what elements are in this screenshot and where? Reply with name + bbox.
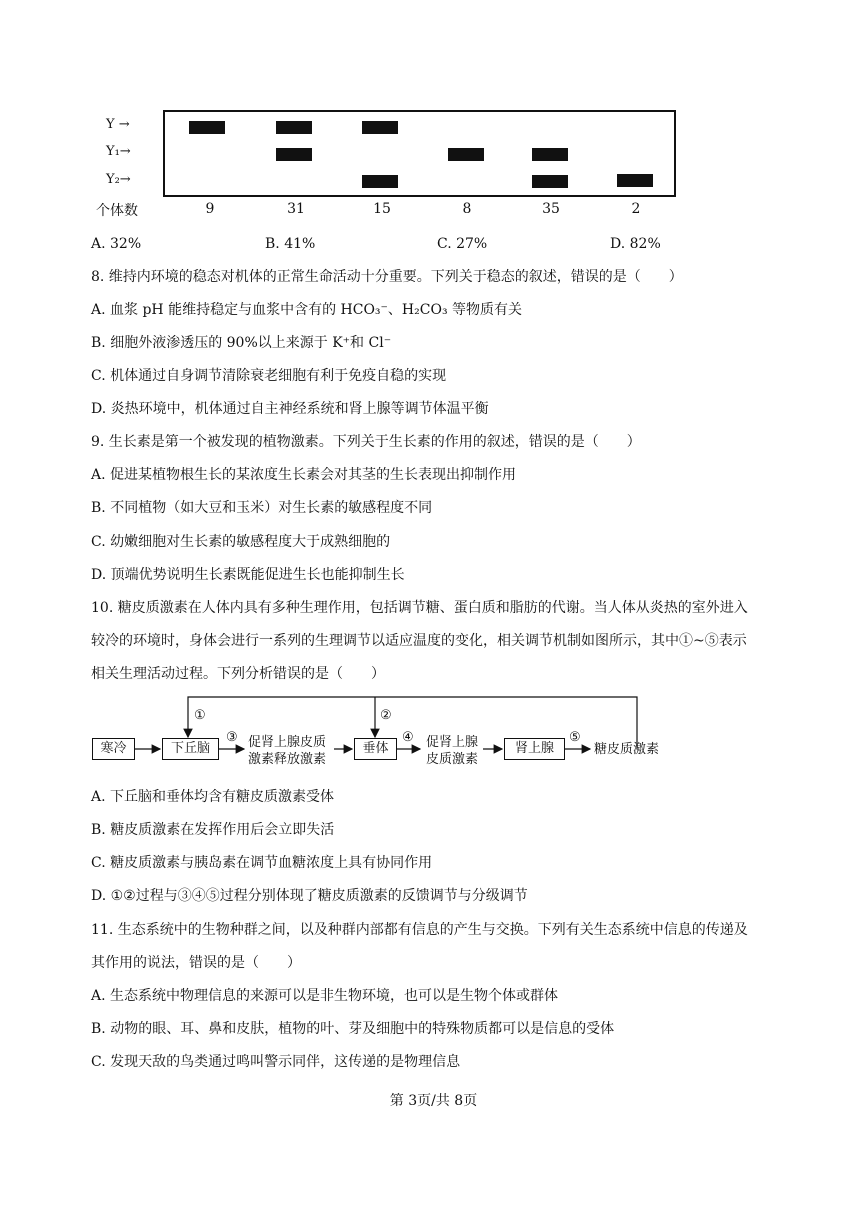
q9-option-a: A. 促进某植物根生长的某浓度生长素会对其茎的生长表现出抑制作用 xyxy=(91,467,517,483)
count-value: 35 xyxy=(542,201,560,217)
step-1-label: ① xyxy=(194,708,206,723)
q10-option-b: B. 糖皮质激素在发挥作用后会立即失活 xyxy=(91,822,335,838)
count-value: 31 xyxy=(287,201,305,217)
q10-option-c: C. 糖皮质激素与胰岛素在调节血糖浓度上具有协同作用 xyxy=(91,855,433,871)
page-footer: 第 3页/共 8页 xyxy=(389,1093,478,1109)
q9-option-b: B. 不同植物（如大豆和玉米）对生长素的敏感程度不同 xyxy=(91,500,433,516)
q8-option-d: D. 炎热环境中，机体通过自主神经系统和肾上腺等调节体温平衡 xyxy=(91,401,489,417)
row-label-y2: Y₂→ xyxy=(106,172,131,187)
label-acth-line2: 皮质激素 xyxy=(426,752,479,767)
q11-option-c: C. 发现天敌的鸟类通过鸣叫警示同伴，这传递的是物理信息 xyxy=(91,1054,461,1070)
row-label-y1: Y₁→ xyxy=(106,144,131,159)
step-3-label: ③ xyxy=(226,730,238,745)
node-adrenal: 肾上腺 xyxy=(504,738,565,760)
label-crh-line2: 激素释放激素 xyxy=(248,752,327,767)
q7-option-d: D. 82% xyxy=(610,236,661,252)
q7-option-b: B. 41% xyxy=(265,236,316,252)
row-label-y: Y → xyxy=(106,117,130,132)
step-2-label: ② xyxy=(380,708,392,723)
label-crh-line1: 促肾上腺皮质 xyxy=(248,735,327,750)
q7-option-a: A. 32% xyxy=(91,236,142,252)
node-cold: 寒冷 xyxy=(92,738,135,760)
q11-option-a: A. 生态系统中物理信息的来源可以是非生物环境，也可以是生物个体或群体 xyxy=(91,988,559,1004)
q8-stem: 8. 维持内环境的稳态对机体的正常生命活动十分重要。下列关于稳态的叙述，错误的是（ ） xyxy=(91,269,683,285)
q10-option-a: A. 下丘脑和垂体均含有糖皮质激素受体 xyxy=(91,789,335,805)
q11-stem-line2: 其作用的说法，错误的是（ ） xyxy=(91,955,301,971)
q11-stem-line1: 11. 生态系统中的生物种群之间，以及种群内部都有信息的产生与交换。下列有关生态系统中信息的传递及 xyxy=(91,922,748,938)
count-value: 2 xyxy=(631,201,641,217)
count-value: 9 xyxy=(205,201,215,217)
node-pituitary: 垂体 xyxy=(354,738,397,760)
q8-option-a: A. 血浆 pH 能维持稳定与血浆中含有的 HCO₃⁻、H₂CO₃ 等物质有关 xyxy=(91,302,523,318)
node-hypothalamus: 下丘脑 xyxy=(162,738,219,760)
q9-option-c: C. 幼嫩细胞对生长素的敏感程度大于成熟细胞的 xyxy=(91,534,391,550)
step-4-label: ④ xyxy=(402,730,414,745)
q10-stem-line3: 相关生理活动过程。下列分析错误的是（ ） xyxy=(91,666,385,682)
q10-stem-line1: 10. 糖皮质激素在人体内具有多种生理作用，包括调节糖、蛋白质和脂肪的代谢。当人体从炎热的室外进入 xyxy=(91,600,748,616)
q8-option-c: C. 机体通过自身调节清除衰老细胞有利于免疫自稳的实现 xyxy=(91,368,447,384)
q10-stem-line2: 较冷的环境时，身体会进行一系列的生理调节以适应温度的变化，相关调节机制如图所示，其中①~⑤表示 xyxy=(91,633,747,649)
label-acth-line1: 促肾上腺 xyxy=(426,735,479,750)
q10-option-d: D. ①②过程与③④⑤过程分别体现了糖皮质激素的反馈调节与分级调节 xyxy=(91,888,528,904)
label-glucocorticoid: 糖皮质激素 xyxy=(594,742,660,757)
count-value: 8 xyxy=(462,201,472,217)
count-label: 个体数 xyxy=(96,203,138,219)
q11-option-b: B. 动物的眼、耳、鼻和皮肤，植物的叶、芽及细胞中的特殊物质都可以是信息的受体 xyxy=(91,1021,615,1037)
q9-stem: 9. 生长素是第一个被发现的植物激素。下列关于生长素的作用的叙述，错误的是（ ） xyxy=(91,434,641,450)
step-5-label: ⑤ xyxy=(569,730,581,745)
q8-option-b: B. 细胞外液渗透压的 90%以上来源于 K⁺和 Cl⁻ xyxy=(91,335,392,351)
count-value: 15 xyxy=(373,201,391,217)
q7-option-c: C. 27% xyxy=(437,236,488,252)
q9-option-d: D. 顶端优势说明生长素既能促进生长也能抑制生长 xyxy=(91,567,405,583)
